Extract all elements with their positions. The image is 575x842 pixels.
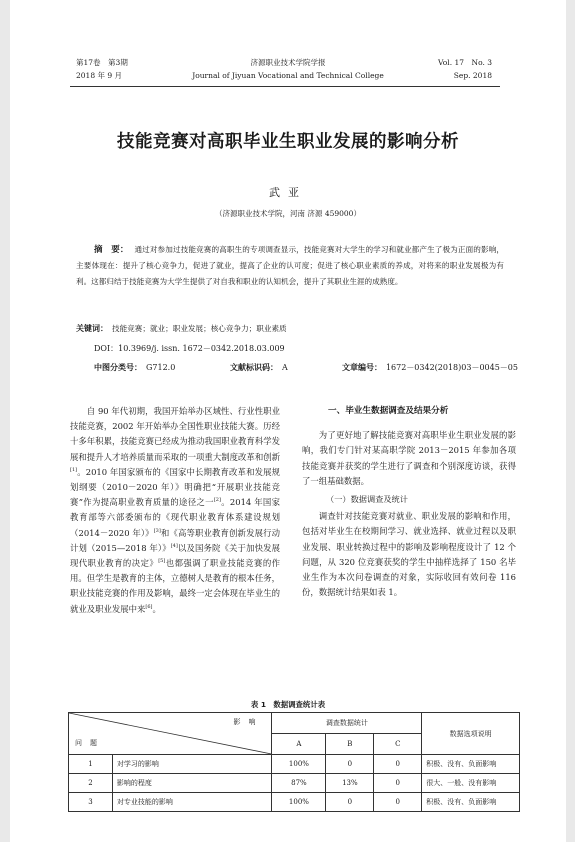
header-volume-issue: 第17卷 第3期 — [76, 58, 128, 67]
header-divider — [70, 86, 500, 87]
doc-code-value: A — [282, 363, 288, 372]
section-paragraph-1: 为了更好地了解技能竞赛对高职毕业生职业发展的影响，我们专门针对某高职学院 2013－2015 年参加各项技能竞赛并获奖的学生进行了调查和个别深度访谈，获得了一组基础数据。 — [302, 430, 516, 486]
clc-label: 中图分类号： — [94, 363, 142, 372]
header-date: 2018 年 9 月 — [76, 71, 123, 80]
abstract — [76, 242, 504, 290]
body-left-column — [70, 404, 280, 617]
body-right-column — [302, 404, 516, 600]
stats-header: 调查数据统计 — [272, 713, 422, 734]
citation-3: [3] — [153, 527, 161, 534]
intro-paragraph: 自 90 年代初期，我国开始举办区域性、行业性职业技能竞赛，2002 年开始举办全国性职业技能大赛。历经十多年积累，技能竞赛已经成为推动我国职业教育科学发展和提升人才培养质量而采取的一项重大制度改革和创新[1]。2010 年国家颁布的《国家中长期教育改革和发展规划纲要（2010－2020 年）》明确把“开展职业技能竞赛”作为提高职业教育质量的途径之一[2]。2014 年国家教育部等六部委颁布的《现代职业教育体系建设规划（2014－2020 年）》[3]和《高等职业教育创新发展行动计划（2015—2018 年）》[4]以及国务院《关于加快发展现代职业教育的决定》[5]也都强调了职业技能竞赛的作用。但学生是教育的主体，立德树人是教育的根本任务，职业技能竞赛的作用及影响，最终一定会体现在毕业生的就业及职业发展中来[6]。 — [70, 406, 281, 614]
paper-author: 武亚 — [269, 186, 307, 199]
keywords-text: 技能竞赛；就业；职业发展；核心竞争力；职业素质 — [112, 324, 287, 333]
desc-header: 数据选项说明 — [422, 713, 520, 755]
table-row: 1 对学习的影响 100% 0 0 积极、没有、负面影响 — [69, 755, 520, 774]
citation-4: [4] — [170, 543, 178, 550]
survey-table — [68, 712, 520, 812]
header-vol-en: Vol. 17 No. 3 — [438, 58, 492, 67]
header-journal-cn: 济源职业技术学院学报 — [250, 58, 326, 67]
col-a-header: A — [272, 734, 326, 755]
keywords-label: 关键词： — [76, 324, 108, 333]
header-journal-en: Journal of Jiyuan Vocational and Technical College — [192, 71, 384, 80]
doi: DOI：10.3969/j. issn. 1672－0342.2018.03.009 — [94, 344, 285, 353]
doc-code-label: 文献标识码： — [230, 363, 278, 372]
header-right — [438, 56, 492, 82]
subsection-heading: （一）数据调查及统计 — [326, 494, 408, 505]
clc-value: G712.0 — [146, 363, 176, 372]
article-no-value: 1672－0342(2018)03－0045－05 — [385, 363, 518, 372]
paper-title: 技能竞赛对高职毕业生职业发展的影响分析 — [117, 132, 459, 152]
table-corner-cell — [69, 713, 272, 755]
citation-6: [6] — [145, 603, 153, 610]
table-row: 2 影响的程度 87% 13% 0 很大、一般、没有影响 — [69, 774, 520, 793]
abstract-label: 摘 要： — [94, 245, 129, 255]
article-no-label: 文章编号： — [341, 363, 382, 372]
corner-influence-label: 影响 — [233, 718, 264, 726]
author-affiliation: （济源职业技术学院，河南 济源 459000） — [215, 209, 361, 218]
header-date-en: Sep. 2018 — [453, 71, 492, 80]
corner-question-label: 问题 — [75, 739, 105, 747]
table-row: 3 对专业技能的影响 100% 0 0 积极、没有、负面影响 — [69, 793, 520, 812]
col-c-header: C — [374, 734, 422, 755]
section-paragraph-2: 调查针对技能竞赛对就业、职业发展的影响和作用，包括对毕业生在校期间学习、就业选择、就业过程以及职业发展、职业转换过程中的影响及影响程度设计了 12 个问题，从 320 位竞赛获奖的学生中抽样选择了 150 名毕业生作为本次问卷调查的对象，实际收回有效问卷 116 份，数据统计结果如表 1。 — [302, 511, 516, 598]
citation-1: [1] — [70, 467, 78, 474]
abstract-text: 通过对参加过技能竞赛的高职生的专项调查显示，技能竞赛对大学生的学习和就业都产生了极为正面的影响，主要体现在：提升了核心竞争力，促进了就业，提高了企业的认可度；促进了核心职业素质的养成，对将来的职业发展极为有利。这都归结于技能竞赛为大学生提供了对自我和职业的认知机会，提升了其职业生涯的成熟度。 — [76, 245, 504, 286]
citation-5: [5] — [158, 558, 166, 565]
table-caption: 表 1 数据调查统计表 — [250, 700, 326, 709]
citation-2: [2] — [213, 497, 221, 504]
col-b-header: B — [326, 734, 374, 755]
section-heading: 一、毕业生数据调查及结果分析 — [328, 406, 449, 416]
keywords — [76, 322, 506, 336]
journal-page — [10, 0, 566, 842]
